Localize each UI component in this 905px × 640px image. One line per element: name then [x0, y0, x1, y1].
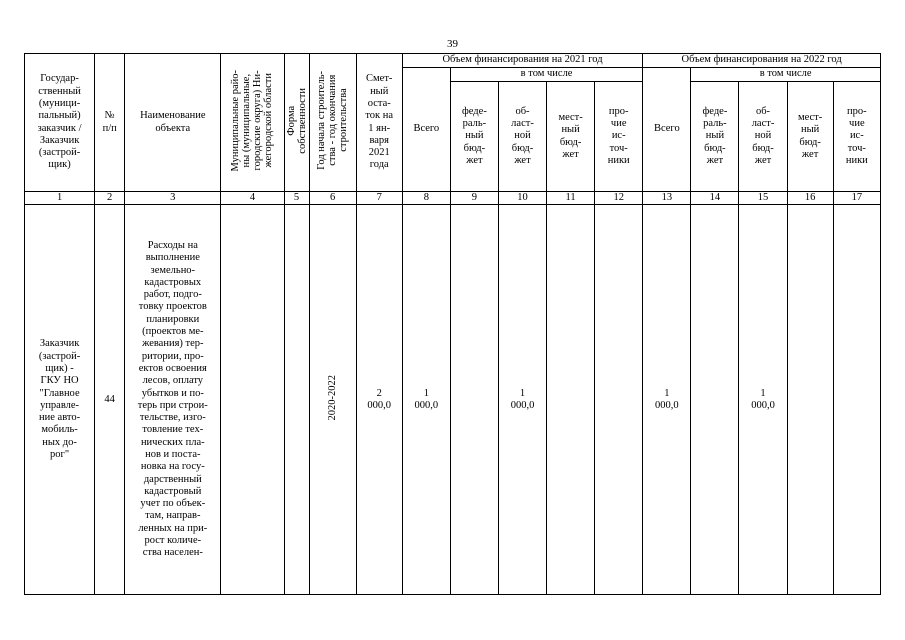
column-number-row [25, 192, 881, 205]
column-number: 1 [25, 192, 95, 205]
cell-object-name: Расходы на выполнение земельно- кадастровых работ, подго- товку проектов планировки (проектов ме- жевания) тер- ритории, про- ектов освоения лесов, оплату убытков и по- терь при строи- тельстве, изго- товление тех- нических пла- нов и поста- новка на госу- дарственный кадастровый учет по объек- там, направ- ленных на при- рост количе- ства населен- [125, 205, 221, 595]
column-number: 3 [125, 192, 221, 205]
header-row-1 [25, 54, 881, 68]
cell-regional-2022: 1 000,0 [739, 205, 787, 595]
column-number: 16 [787, 192, 833, 205]
cell-municipality [221, 205, 284, 595]
cell-ownership [284, 205, 309, 595]
header-total-2022: Всего [643, 68, 691, 192]
header-years: Год начала строитель- ства - год окончания строительства [309, 54, 356, 192]
column-number: 13 [643, 192, 691, 205]
header-including-2021: в том числе [450, 68, 642, 82]
header-including-2022: в том числе [691, 68, 881, 82]
header-other-2021: про- чие ис- точ- ники [595, 82, 643, 192]
cell-remaining: 2 000,0 [356, 205, 402, 595]
financing-table [24, 53, 881, 595]
header-remaining: Смет- ный оста- ток на 1 ян- варя 2021 года [356, 54, 402, 192]
header-regional-2022: об- ласт- ной бюд- жет [739, 82, 787, 192]
column-number: 11 [547, 192, 595, 205]
header-federal-2022: феде- раль- ный бюд- жет [691, 82, 739, 192]
column-number: 14 [691, 192, 739, 205]
cell-years: 2020-2022 [309, 205, 356, 595]
header-ownership: Форма собственности [284, 54, 309, 192]
header-financing-2021: Объем финансирования на 2021 год [402, 54, 643, 68]
header-object-name: Наименование объекта [125, 54, 221, 192]
header-other-2022: про- чие ис- точ- ники [833, 82, 880, 192]
cell-other-2021 [595, 205, 643, 595]
cell-other-2022 [833, 205, 880, 595]
header-municipality: Муниципальные райо- ны (муниципальные, городские округа) Ни- жегородской области [221, 54, 284, 192]
header-number: № п/п [95, 54, 125, 192]
cell-total-2021: 1 000,0 [402, 205, 450, 595]
header-local-2021: мест- ный бюд- жет [547, 82, 595, 192]
column-number: 2 [95, 192, 125, 205]
header-federal-2021: феде- раль- ный бюд- жет [450, 82, 498, 192]
column-number: 10 [498, 192, 546, 205]
cell-local-2022 [787, 205, 833, 595]
cell-regional-2021: 1 000,0 [498, 205, 546, 595]
header-customer: Государ- ственный (муници- пальный) заказчик / Заказчик (застрой- щик) [25, 54, 95, 192]
cell-local-2021 [547, 205, 595, 595]
header-regional-2021: об- ласт- ной бюд- жет [498, 82, 546, 192]
cell-number: 44 [95, 205, 125, 595]
header-financing-2022: Объем финансирования на 2022 год [643, 54, 881, 68]
page-number: 39 [447, 38, 458, 50]
column-number: 7 [356, 192, 402, 205]
cell-federal-2021 [450, 205, 498, 595]
column-number: 9 [450, 192, 498, 205]
cell-customer: Заказчик (застрой- щик) - ГКУ НО "Главное управле- ние авто- мобиль- ных до- рог" [25, 205, 95, 595]
cell-federal-2022 [691, 205, 739, 595]
column-number: 12 [595, 192, 643, 205]
header-total-2021: Всего [402, 68, 450, 192]
table-row [25, 205, 881, 595]
column-number: 8 [402, 192, 450, 205]
cell-total-2022: 1 000,0 [643, 205, 691, 595]
column-number: 6 [309, 192, 356, 205]
column-number: 15 [739, 192, 787, 205]
column-number: 5 [284, 192, 309, 205]
header-local-2022: мест- ный бюд- жет [787, 82, 833, 192]
column-number: 17 [833, 192, 880, 205]
column-number: 4 [221, 192, 284, 205]
